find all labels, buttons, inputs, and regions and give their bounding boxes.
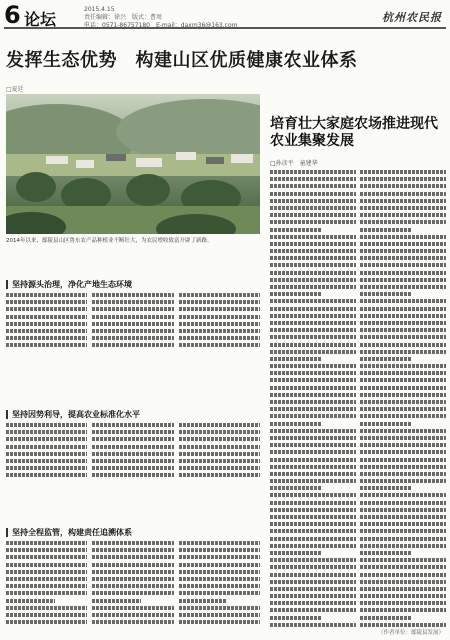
body-text-line [360, 299, 446, 303]
body-text-line [179, 423, 260, 427]
newspaper-brand: 杭州农民报 [382, 11, 442, 24]
issue-date: 2015.4.15 [84, 6, 115, 13]
body-text-line [360, 343, 446, 347]
section-name: 论坛 [24, 10, 57, 29]
body-text-line [92, 570, 173, 574]
body-text-line [92, 300, 173, 304]
body-text-line [270, 400, 356, 404]
body-text-line [360, 587, 446, 591]
body-text-line [270, 249, 356, 253]
body-text-line [6, 541, 87, 545]
body-text-line [92, 563, 173, 567]
body-text-line [270, 170, 356, 174]
body-text-line [179, 584, 260, 588]
body-text-line [360, 472, 446, 476]
body-text-line [360, 170, 446, 174]
body-text-line [6, 577, 87, 581]
body-text-line [270, 551, 322, 555]
body-text-line [179, 329, 260, 333]
body-text-line [360, 479, 446, 483]
body-text-line [270, 515, 356, 519]
body-text-line [6, 300, 87, 304]
body-text-line [6, 329, 87, 333]
body-text-line [360, 515, 446, 519]
body-text-line [179, 541, 260, 545]
body-text-line [92, 430, 173, 434]
body-text-line [92, 548, 173, 552]
body-text-line [360, 580, 446, 584]
body-text-line [6, 423, 87, 427]
body-text-line [6, 452, 87, 456]
body-text-line [360, 314, 446, 318]
body-text-line [360, 292, 412, 296]
body-text-line [270, 436, 356, 440]
body-text-line [6, 555, 87, 559]
body-text-line [360, 177, 446, 181]
body-text-line [270, 192, 356, 196]
body-text-line [360, 235, 446, 239]
body-text-line [270, 616, 322, 620]
body-text-line [179, 473, 260, 477]
body-text-line [360, 486, 412, 490]
body-text-line [92, 466, 173, 470]
body-text-line [270, 206, 356, 210]
body-text-line [6, 548, 87, 552]
body-text-line [6, 606, 87, 610]
body-text-line [179, 452, 260, 456]
body-text-line [360, 508, 446, 512]
body-text-line [270, 343, 356, 347]
body-text-line [360, 436, 446, 440]
body-text-line [360, 321, 446, 325]
body-text-line [360, 422, 412, 426]
article-headline: 发挥生态优势 构建山区优质健康农业体系 [6, 50, 358, 71]
body-text-line [179, 577, 260, 581]
body-text-line [6, 613, 87, 617]
body-text-line [270, 321, 356, 325]
body-text-line [360, 573, 446, 577]
body-text-line [6, 591, 87, 595]
body-text-line [270, 580, 356, 584]
body-text-line [360, 407, 446, 411]
body-text-line [360, 558, 446, 562]
body-text-line [360, 529, 446, 533]
body-text-line [270, 292, 322, 296]
section-heading-2: 坚持因势利导，提高农业标准化水平 [6, 410, 140, 419]
body-text-line [92, 336, 173, 340]
section-heading-3: 坚持全程监管，构建责任追溯体系 [6, 528, 132, 537]
body-text-line [270, 271, 356, 275]
body-text-line [179, 343, 260, 347]
body-text-line [270, 357, 322, 361]
body-text-line [360, 501, 446, 505]
body-text-line [179, 445, 260, 449]
body-text-line [360, 256, 446, 260]
body-text-line [92, 606, 173, 610]
body-text-line [270, 479, 356, 483]
body-text-line [179, 466, 260, 470]
body-text-line [360, 285, 446, 289]
body-text-line [360, 414, 446, 418]
body-text-line [179, 548, 260, 552]
feature-column-left [270, 170, 356, 632]
body-text-line [360, 465, 446, 469]
body-text-line [270, 573, 356, 577]
masthead-meta [84, 6, 237, 30]
body-text-line [270, 529, 356, 533]
body-text-line [92, 452, 173, 456]
body-text-line [270, 601, 356, 605]
body-text-line [270, 522, 356, 526]
body-text-line [360, 450, 446, 454]
feature-byline: □孙彦平 童建华 [270, 160, 318, 167]
body-text-line [270, 472, 356, 476]
body-text-line [360, 335, 446, 339]
body-text-line [360, 328, 446, 332]
section-body-1 [6, 293, 260, 349]
body-text-line [270, 177, 356, 181]
body-text-line [270, 378, 356, 382]
body-text-line [270, 307, 356, 311]
section-body-3 [6, 541, 260, 629]
feature-column-right [360, 170, 446, 632]
body-text-line [360, 242, 446, 246]
body-text-line [92, 459, 173, 463]
page-number: 6 [4, 1, 21, 29]
body-text-line [270, 256, 356, 260]
body-text-line [92, 584, 173, 588]
body-text-line [270, 242, 356, 246]
body-text-line [360, 350, 446, 354]
body-text-line [360, 213, 446, 217]
body-text-line [270, 587, 356, 591]
body-text-line [92, 541, 173, 545]
body-text-line [270, 235, 356, 239]
body-text-line [179, 555, 260, 559]
body-text-line [92, 445, 173, 449]
body-text-line [360, 184, 446, 188]
body-text-line [270, 220, 356, 224]
body-text-line [270, 594, 356, 598]
body-text-line [270, 371, 356, 375]
body-text-line [6, 466, 87, 470]
body-text-line [360, 594, 446, 598]
body-text-line [360, 307, 446, 311]
feature-title: 培育壮大家庭农场推进现代农业集聚发展 [270, 116, 438, 149]
body-text-line [360, 206, 446, 210]
body-text-line [270, 393, 356, 397]
body-text-line [360, 271, 446, 275]
body-text-line [360, 371, 446, 375]
body-text-line [6, 599, 55, 603]
body-text-line [92, 591, 173, 595]
body-text-line [179, 563, 260, 567]
body-text-line [270, 465, 356, 469]
body-text-line [6, 322, 87, 326]
masthead [4, 3, 446, 29]
body-text-line [270, 213, 356, 217]
body-text-line [179, 620, 260, 624]
contact-line: 电话：0571-86757180 E-mail：daxm36@163.com [84, 22, 238, 29]
body-text-line [270, 407, 356, 411]
body-text-line [360, 616, 412, 620]
body-text-line [6, 570, 87, 574]
body-text-line [360, 364, 446, 368]
feature-body [270, 170, 446, 632]
editor-line: 责任编辑：徐兴 版式：曹周 [84, 14, 163, 21]
body-text-line [270, 184, 356, 188]
body-text-line [360, 357, 412, 361]
body-text-line [270, 486, 322, 490]
body-text-line [270, 364, 356, 368]
body-text-line [6, 315, 87, 319]
body-text-line [270, 544, 356, 548]
body-text-line [270, 314, 356, 318]
body-text-line [6, 584, 87, 588]
body-text-line [360, 378, 446, 382]
body-text-line [270, 429, 356, 433]
body-text-line [92, 315, 173, 319]
body-text-line [360, 565, 446, 569]
body-text-line [360, 263, 446, 267]
body-text-line [179, 599, 228, 603]
body-text-line [360, 544, 446, 548]
photo-caption: 2014年以来，鄢陵县山区鲁东农产品种植业不断壮大，为农民增收致富开辟了新路。 [6, 238, 213, 244]
body-text-line [270, 422, 322, 426]
body-text-line [92, 620, 173, 624]
body-text-line [179, 459, 260, 463]
body-text-line [360, 601, 446, 605]
body-text-line [270, 335, 356, 339]
body-text-line [360, 458, 446, 462]
body-text-line [360, 199, 446, 203]
body-text-line [360, 429, 446, 433]
body-text-line [360, 551, 412, 555]
body-text-line [179, 293, 260, 297]
body-text-line [360, 249, 446, 253]
body-text-line [6, 563, 87, 567]
body-text-line [92, 322, 173, 326]
body-text-line [360, 400, 446, 404]
body-text-line [270, 565, 356, 569]
body-text-line [6, 307, 87, 311]
body-text-line [179, 336, 260, 340]
body-text-line [179, 437, 260, 441]
body-text-line [270, 443, 356, 447]
body-text-line [179, 315, 260, 319]
body-text-line [270, 508, 356, 512]
body-text-line [270, 328, 356, 332]
body-text-line [270, 450, 356, 454]
body-text-line [360, 192, 446, 196]
section-body-2 [6, 423, 260, 477]
body-text-line [270, 501, 356, 505]
body-text-line [6, 473, 87, 477]
body-text-line [6, 445, 87, 449]
body-text-line [270, 278, 356, 282]
body-text-line [360, 608, 446, 612]
body-text-line [360, 220, 446, 224]
body-text-line [179, 430, 260, 434]
body-text-line [92, 329, 173, 333]
body-text-line [6, 459, 87, 463]
body-text-line [270, 493, 356, 497]
body-text-line [270, 558, 356, 562]
body-text-line [92, 577, 173, 581]
body-text-line [92, 599, 141, 603]
landscape-photo [6, 94, 260, 234]
body-text-line [179, 606, 260, 610]
body-text-line [360, 278, 446, 282]
body-text-line [360, 228, 412, 232]
body-text-line [179, 307, 260, 311]
body-text-line [360, 386, 446, 390]
body-text-line [6, 343, 87, 347]
body-text-line [270, 458, 356, 462]
body-text-line [92, 423, 173, 427]
body-text-line [270, 299, 356, 303]
article-byline: □夏廷 [6, 86, 24, 93]
body-text-line [179, 591, 260, 595]
body-text-line [92, 343, 173, 347]
body-text-line [360, 393, 446, 397]
body-text-line [6, 430, 87, 434]
article-footnote: （作者单位：鄢陵县发展） [377, 630, 444, 636]
body-text-line [92, 293, 173, 297]
body-text-line [360, 493, 446, 497]
body-text-line [92, 473, 173, 477]
body-text-line [6, 620, 87, 624]
body-text-line [179, 613, 260, 617]
body-text-line [270, 263, 356, 267]
section-heading-1: 坚持源头治理，净化产地生态环境 [6, 280, 132, 289]
body-text-line [92, 613, 173, 617]
body-text-line [270, 608, 356, 612]
body-text-line [92, 437, 173, 441]
body-text-line [270, 623, 356, 627]
body-text-line [270, 386, 356, 390]
body-text-line [92, 555, 173, 559]
body-text-line [360, 443, 446, 447]
body-text-line [179, 322, 260, 326]
body-text-line [179, 300, 260, 304]
body-text-line [270, 285, 356, 289]
body-text-line [360, 522, 446, 526]
body-text-line [270, 350, 356, 354]
body-text-line [92, 307, 173, 311]
body-text-line [179, 570, 260, 574]
body-text-line [6, 437, 87, 441]
body-text-line [6, 336, 87, 340]
body-text-line [270, 199, 356, 203]
body-text-line [270, 537, 356, 541]
body-text-line [360, 623, 446, 627]
body-text-line [6, 293, 87, 297]
body-text-line [270, 228, 322, 232]
body-text-line [270, 414, 356, 418]
body-text-line [360, 537, 446, 541]
